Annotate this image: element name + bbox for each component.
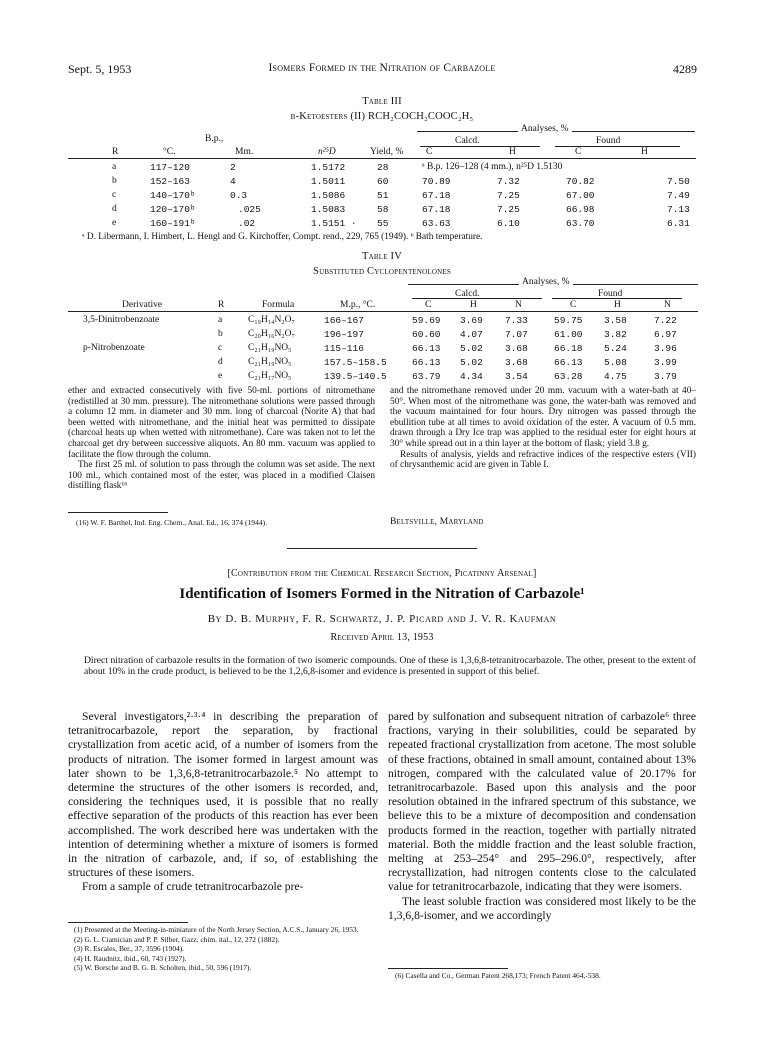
t3-cell-c-found: 66.98: [566, 204, 595, 215]
t4-cell-c2: 66.13: [554, 357, 583, 368]
t4-n2-header: N: [664, 300, 671, 310]
table4-caption: Substituted Cyclopentenolones: [313, 266, 451, 277]
t4-calcd-header: Calcd.: [455, 289, 480, 299]
t3-cell-r: b: [112, 176, 117, 186]
t3-cell-bp: 140–170ᵇ: [150, 190, 196, 201]
t4-r-header: R: [218, 300, 225, 310]
t3-c-unit-header: °C.: [163, 147, 176, 157]
t3-cell-mm: .025: [238, 204, 261, 215]
paragraph: From a sample of crude tetranitrocarbazole pre-: [82, 880, 304, 894]
section-divider: [287, 548, 477, 549]
t4-cell-c2: 63.28: [554, 371, 583, 382]
t4-cell-c: 66.13: [412, 343, 441, 354]
t4-c-header: C: [425, 300, 432, 310]
t4-cell-h: 4.07: [460, 329, 483, 340]
t4-mp-header: M.p., °C.: [340, 300, 376, 310]
footnote: (2) G. L. Ciamician and P. P. Silber, Gazz. chim. ital., 12, 272 (1882).: [74, 934, 280, 944]
body-left-footnotes: [74, 925, 374, 973]
table3-label: Table III: [362, 96, 402, 107]
t3-cell-h-found: 7.13: [667, 204, 690, 215]
t3-cell-nd: 1.5172: [311, 162, 346, 173]
t3-cell-h-found: 7.49: [667, 190, 690, 201]
t3-cell-mm: 4: [230, 176, 236, 187]
t4-h-header: H: [470, 300, 477, 310]
t4-cell-r: c: [218, 343, 223, 353]
footnote: (1) Presented at the Meeting-in-miniature of the North Jersey Section, A.C.S., January 26, 1953.: [74, 925, 359, 934]
t4-cell-c: 60.60: [412, 329, 441, 340]
footnote-rule: [68, 512, 168, 513]
footnote: (6) Casella and Co., German Patent 268,173; French Patent 464,-538.: [395, 971, 601, 980]
table3-footnote: ᵃ D. Libermann, I. Himbert, L. Hengl and G. Kirchoffer, Compt. rend., 229, 765 (1949). ᵇ Bath temperature.: [82, 232, 483, 242]
upper-right-column: [390, 386, 696, 471]
t4-cell-formula: C₂₀H₁₆N₂O₇: [248, 329, 295, 339]
t4-cell-mp: 139.5–140.5: [324, 371, 387, 382]
t4-cell-n2: 3.96: [654, 343, 677, 354]
t4-cell-h2: 4.75: [604, 371, 627, 382]
paragraph: The least soluble fraction was considered most likely to be the 1,3,6,8-isomer, and we accordingly: [388, 894, 696, 922]
t3-r-header: R: [112, 147, 119, 157]
location: Beltsville, Maryland: [390, 517, 484, 527]
t3-cell-r: a: [112, 162, 117, 172]
t3-cell-h-calc: 7.25: [497, 204, 520, 215]
footnote-rule: [388, 968, 508, 969]
t3-cell-nd: 1.5151 ·: [311, 218, 357, 229]
t4-cell-n: 7.33: [505, 315, 528, 326]
table3-caption: β-Ketoesters (II) RCH₂COCH₂COOC₂H₅: [290, 111, 474, 122]
t4-cell-h2: 5.08: [604, 357, 627, 368]
t4-found-header: Found: [598, 289, 623, 299]
paragraph: The first 25 ml. of solution to pass through the column was set aside. The next 100 ml., which contained most of the ester, was placed in a modified Claisen distilling flask¹⁶: [68, 460, 375, 492]
found-rule: [555, 146, 680, 147]
t3-found-header: Found: [596, 136, 621, 146]
t4-cell-n2: 3.99: [654, 357, 677, 368]
t4-cell-c2: 59.75: [554, 315, 583, 326]
header-date: Sept. 5, 1953: [68, 62, 132, 76]
t4-cell-r: e: [218, 371, 223, 381]
t3-cell-yield: 51: [377, 190, 389, 201]
t4-cell-n2: 3.79: [654, 371, 677, 382]
t3-cell-yield: 58: [377, 204, 389, 215]
t4-cell-derivative: 3,5-Dinitrobenzoate: [83, 315, 160, 325]
t4-cell-formula: C₁₉H₁₄N₂O₇: [248, 315, 295, 325]
t3-cell-r: e: [112, 218, 117, 228]
t4-cell-mp: 115–116: [324, 343, 364, 354]
paragraph: Results of analysis, yields and refractive indices of the respective esters (VII) of chrysanthemic acid are given in Table I.: [390, 449, 696, 471]
t3-cell-bp: 152–163: [150, 176, 190, 187]
t4-cell-h: 4.34: [460, 371, 483, 382]
t4-cell-mp: 157.5–158.5: [324, 357, 387, 368]
t4-cell-n2: 7.22: [654, 315, 677, 326]
t4-cell-formula: C₂₁H₁₉NO₅: [248, 343, 292, 353]
t3-cell-mm: .02: [238, 218, 256, 229]
t3-cell-c-calc: 70.89: [422, 176, 451, 187]
t4-cell-r: d: [218, 357, 223, 367]
t3-cell-nd: 1.5083: [311, 204, 346, 215]
footnote: (16) W. F. Barthel, Ind. Eng. Chem., Anal. Ed., 16, 374 (1944).: [76, 518, 268, 527]
t4-cell-h: 5.02: [460, 343, 483, 354]
t4-analyses-header: Analyses, %: [519, 277, 573, 287]
t3-cell-bp: 120–170ᵇ: [150, 204, 196, 215]
t3-cell-c-calc: 67.18: [422, 190, 451, 201]
t4-cell-c2: 61.00: [554, 329, 583, 340]
t4-cell-c: 66.13: [412, 357, 441, 368]
t4-cell-r: b: [218, 329, 223, 339]
article-authors: By D. B. Murphy, F. R. Schwartz, J. P. Picard and J. V. R. Kaufman: [207, 613, 557, 625]
t3-cell-yield: 28: [377, 162, 389, 173]
t4-cell-c2: 66.18: [554, 343, 583, 354]
calcd-rule: [420, 146, 540, 147]
t3-cell-h-calc: 6.10: [497, 218, 520, 229]
t4-h2-header: H: [614, 300, 621, 310]
t3-cell-c-found: 63.70: [566, 218, 595, 229]
t4-cell-n: 3.68: [505, 343, 528, 354]
t3-cell-mm: 2: [230, 162, 236, 173]
t4-cell-h2: 5.24: [604, 343, 627, 354]
t3-cell-h-found: 7.50: [667, 176, 690, 187]
upper-left-column: [68, 386, 375, 492]
t4-cell-formula: C₂₁H₁₉NO₅: [248, 357, 292, 367]
t3-c2-header: C: [575, 147, 582, 157]
t3-analyses-header: Analyses, %: [518, 124, 572, 134]
t4-cell-n: 3.68: [505, 357, 528, 368]
t4-cell-n: 7.07: [505, 329, 528, 340]
t4-head-rule: [68, 311, 698, 312]
body-right-column: [388, 710, 696, 923]
t3-nd-header: n²⁵D: [318, 147, 336, 157]
table4-label: Table IV: [362, 251, 402, 262]
t3-cell-bp: 160–191ᵇ: [150, 218, 196, 229]
page-number: 4289: [673, 62, 697, 76]
t3-cell-h-calc: 7.32: [497, 176, 520, 187]
t3-cell-c-found: 67.00: [566, 190, 595, 201]
t4-formula-header: Formula: [262, 300, 295, 310]
t4-cell-h: 3.69: [460, 315, 483, 326]
t3-cell-c-calc: 63.63: [422, 218, 451, 229]
t4-cell-h: 5.02: [460, 357, 483, 368]
t4-found-rule: [552, 298, 682, 299]
article-title: Identification of Isomers Formed in the Nitration of Carbazole¹: [179, 586, 585, 602]
t3-cell-bp: 117–120: [150, 162, 190, 173]
t3-mm-header: Mm.: [235, 147, 254, 157]
t3-cell-c-found: 70.82: [566, 176, 595, 187]
t4-n-header: N: [515, 300, 522, 310]
footnote: (3) R. Escales, Ber., 37, 3596 (1904).: [74, 944, 185, 954]
t4-derivative-header: Derivative: [122, 300, 163, 310]
t4-cell-h2: 3.82: [604, 329, 627, 340]
t3-cell-note: ᵃ B.p. 126–128 (4 mm.), n²⁵D 1.5130: [422, 162, 563, 172]
t4-c2-header: C: [570, 300, 577, 310]
t3-bp-header: B.p.,: [205, 134, 224, 144]
received-date: Received April 13, 1953: [330, 632, 434, 643]
body-right-footnotes: [395, 971, 695, 981]
t3-cell-nd: 1.5086: [311, 190, 346, 201]
t4-calcd-rule: [412, 298, 542, 299]
t3-cell-yield: 55: [377, 218, 389, 229]
t3-cell-c-calc: 67.18: [422, 204, 451, 215]
t3-cell-mm: 0.3: [230, 190, 248, 201]
t4-cell-c: 63.79: [412, 371, 441, 382]
running-title: Isomers Formed in the Nitration of Carbazole: [268, 62, 496, 74]
t4-cell-c: 59.69: [412, 315, 441, 326]
t3-cell-yield: 60: [377, 176, 389, 187]
t4-cell-h2: 3.58: [604, 315, 627, 326]
t4-cell-formula: C₂₁H₁₇NO₅: [248, 371, 292, 381]
t3-cell-h-calc: 7.25: [497, 190, 520, 201]
paragraph: ether and extracted consecutively with five 50-ml. portions of nitromethane (redistilled at 30 mm. pressure). The nitromethane solutions were passed through a column 12 mm. in diameter and 30 mm. long of charcoal (Norite A) that had been wetted with nitromethane, and the initial heat was permitted to dissipate (charcoal heats up when wetted with nitromethane). Care was taken not to let the charcoal get dry between successive aliquots. An 80 mm. vacuum was applied to facilitate the flow through the column.: [68, 386, 375, 460]
t3-h-header: H: [509, 147, 516, 157]
t4-cell-n2: 6.97: [654, 329, 677, 340]
footnote: (4) H. Raudnitz, ibid., 60, 743 (1927).: [74, 953, 187, 963]
contribution-line: [Contribution from the Chemical Research Section, Picatinny Arsenal]: [227, 568, 537, 579]
t3-cell-r: c: [112, 190, 117, 200]
t3-calcd-header: Calcd.: [455, 136, 480, 146]
t3-c-header: C: [426, 147, 433, 157]
t3-yield-header: Yield, %: [370, 147, 404, 157]
abstract: Direct nitration of carbazole results in the formation of two isomeric compounds. One of these is 1,3,6,8-tetranitrocarbazole. The other, present to the extent of about 10% in the crude product, is believed to be the 1,2,6,8-isomer and evidence is presented in support of this belief.: [84, 655, 696, 678]
paragraph: Several investigators,²·³·⁴ in describing the preparation of tetranitrocarbazole, report the separation, by fractional crystallization from acetic acid, of a number of isomers from the products of nitration. The isomer formed in largest amount was later shown to be 1,3,6,8-tetranitrocarbazole.⁵ No attempt to determine the structures of the other isomers is recorded, and, considering the techniques used, it is possible that no really effective separation of the products of this reaction has ever been accomplished. The work described here was undertaken with the intention of determining whether a mixture of isomers is formed in the nitration of carbazole, and, if so, of establishing the structures of these isomers.: [68, 710, 378, 880]
t4-cell-mp: 166–167: [324, 315, 364, 326]
t3-cell-h-found: 6.31: [667, 218, 690, 229]
t4-cell-n: 3.54: [505, 371, 528, 382]
t4-cell-derivative: p-Nitrobenzoate: [83, 343, 145, 353]
t3-cell-nd: 1.5011: [311, 176, 346, 187]
t3-h2-header: H: [641, 147, 648, 157]
footnote: (5) W. Borsche and B. G. B. Scholten, ibid., 50, 596 (1917).: [74, 963, 252, 973]
t3-cell-r: d: [112, 204, 117, 214]
t4-cell-mp: 196–197: [324, 329, 364, 340]
footnote-rule: [68, 922, 188, 923]
t3-head-rule: [68, 158, 696, 159]
paragraph: and the nitromethane removed under 20 mm. vacuum with a water-bath at 40–50°. When most of the nitromethane was gone, the water-bath was removed and the vacuum maintained for four hours. Dry nitrogen was passed through the ebullition tube at all times to avoid oxidation of the ester. A vacuum of 0.5 mm. drawn through a Dry Ice trap was applied to the residual ester for eight hours at 30° while spread out in a thin layer at the bottom of flask; yield 3.8 g.: [390, 386, 696, 449]
paragraph: pared by sulfonation and subsequent nitration of carbazole⁶ three fractions, varying in their solubilities, could be separated by repeated fractional crystallization from acetone. The most soluble of these fractions, obtained in small amount, contained about 13% nitrogen, compared with the calculated value of 20.17% for tetranitrocarbazole. Based upon this analysis and the poor resolution obtained in the infrared spectrum of this substance, we believe this to be a mixture of decomposition and condensation products formed in the reaction, together with partially nitrated material. Both the middle fraction and the least soluble fraction, melting at 253–254° and 295–296.0°, respectively, after recrystallization, had nitrogen contents close to the calculated value for tetranitrocarbazole, indicating that they were isomers.: [388, 710, 696, 894]
t4-cell-r: a: [218, 315, 223, 325]
body-left-column: [68, 710, 378, 895]
